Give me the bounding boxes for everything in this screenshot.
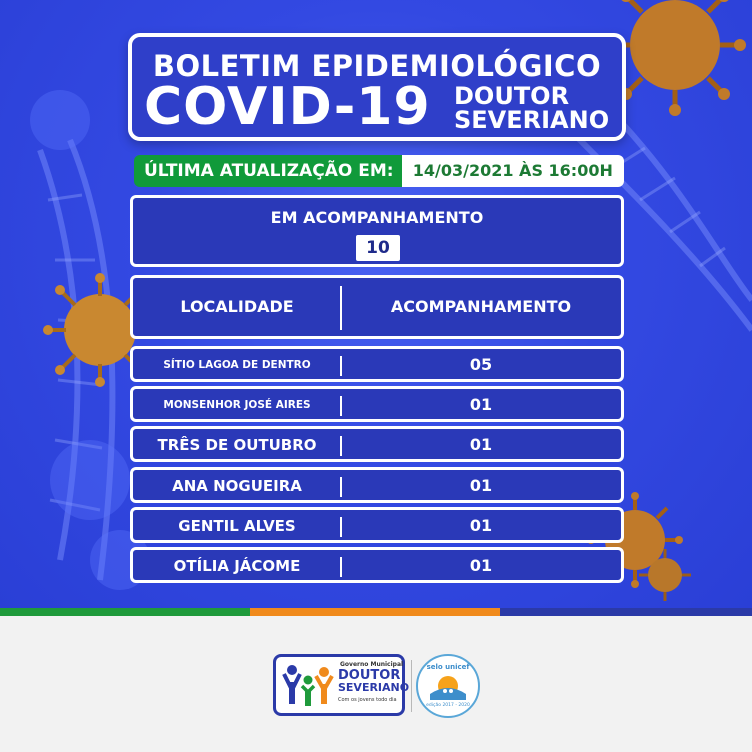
row-localidade: OTÍLIA JÁCOME [173,557,301,575]
municipality-logo [273,654,410,716]
stripe-orange [250,608,500,616]
row-localidade: MONSENHOR JOSÉ AIRES [163,399,311,411]
table-row [130,547,624,583]
column-header-localidade: LOCALIDADE [180,297,294,316]
bulletin-title: BOLETIM EPIDEMIOLÓGICO [152,49,602,83]
unicef-seal-edition: edição 2017 - 2020 [426,703,470,708]
row-acompanhamento: 01 [469,435,493,454]
unicef-seal-title: selo unicef [426,663,470,671]
monitoring-total-value: 10 [356,235,400,261]
stripe-green [0,608,250,616]
virus-icon [635,545,695,605]
table-row [130,386,624,422]
city-name-line1: DOUTOR [454,82,570,110]
covid-title: COVID-19 [144,77,431,137]
row-acompanhamento: 01 [469,556,493,575]
last-update-bar [134,155,624,187]
footer-divider [411,660,412,712]
row-localidade: GENTIL ALVES [178,517,296,535]
row-localidade: ANA NOGUEIRA [172,477,302,495]
row-acompanhamento: 01 [469,516,493,535]
color-stripe [0,608,752,616]
logo-gov-label: Governo Municipal [340,661,404,668]
row-localidade: TRÊS DE OUTUBRO [157,436,317,454]
column-header-acompanhamento: ACOMPANHAMENTO [390,297,572,316]
logo-city-line1: DOUTOR [338,668,401,683]
table-row [130,426,624,462]
city-name-line2: SEVERIANO [454,106,610,134]
row-localidade: SÍTIO LAGOA DE DENTRO [163,359,311,371]
unicef-seal [416,654,480,718]
row-acompanhamento: 01 [469,395,493,414]
logo-slogan: Com os jovens todo dia [338,697,397,703]
monitoring-total-card [130,195,624,267]
table-row [130,346,624,382]
last-update-label: ÚLTIMA ATUALIZAÇÃO EM: [134,155,402,187]
table-row [130,507,624,543]
sun-icon [428,672,468,700]
monitoring-total-label: EM ACOMPANHAMENTO [270,208,484,227]
table-header [130,275,624,339]
last-update-value: 14/03/2021 ÀS 16:00H [402,155,624,187]
logo-city-line2: SEVERIANO [338,681,410,694]
stripe-blue [500,608,752,616]
table-row [130,467,624,503]
row-acompanhamento: 01 [469,476,493,495]
people-logo-icon [280,660,336,712]
row-acompanhamento: 05 [469,355,493,374]
title-banner [128,33,626,141]
